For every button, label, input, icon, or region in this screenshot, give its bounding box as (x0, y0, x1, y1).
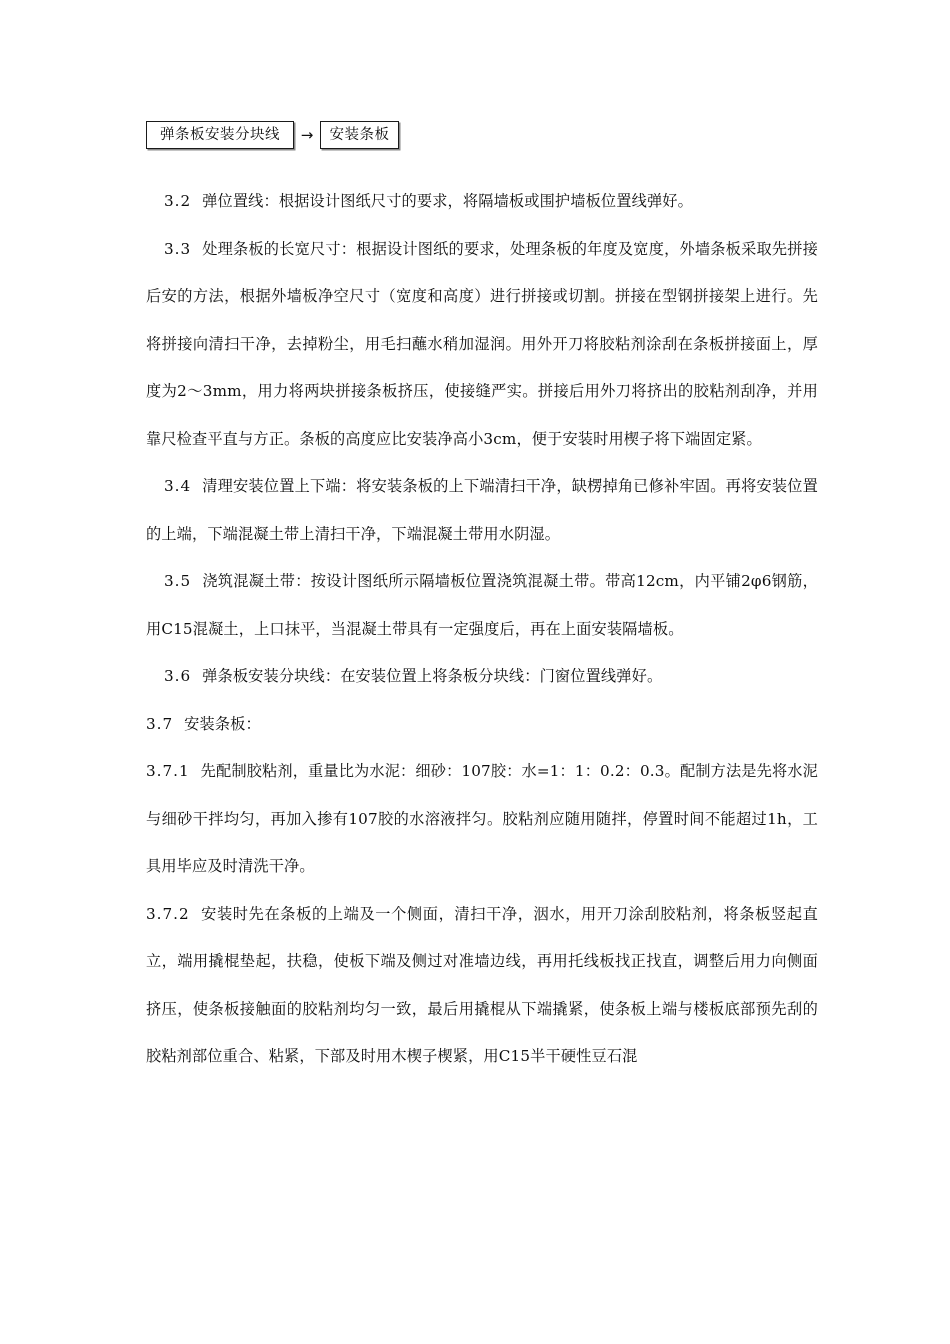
paragraph-text: 先配制胶粘剂，重量比为水泥：细砂：107胶：水=1：1：0.2：0.3。配制方法是先将水泥与细砂干拌均匀，再加入掺有107胶的水溶液拌匀。胶粘剂应随用随拌，停置时间不能超过1h，工具用毕应及时清洗干净。 (146, 762, 818, 875)
paragraph-text: 安装条板： (184, 714, 261, 733)
paragraph-text: 弹位置线：根据设计图纸尺寸的要求，将隔墙板或围护墙板位置线弹好。 (202, 192, 693, 210)
paragraph-number: 3.4 (164, 477, 192, 495)
paragraph-number: 3.7.2 (146, 904, 190, 923)
paragraph-3-7-2 (146, 891, 818, 1081)
arrow-right-icon: → (300, 125, 314, 144)
paragraph-3-6 (146, 653, 818, 701)
flow-diagram (146, 118, 818, 152)
paragraph-number: 3.6 (164, 667, 192, 685)
paragraph-3-2 (146, 178, 818, 226)
paragraph-3-7-1 (146, 748, 818, 891)
paragraph-text: 清理安装位置上下端：将安装条板的上下端清扫干净，缺楞掉角已修补牢固。再将安装位置的上端，下端混凝土带上清扫干净，下端混凝土带用水阴湿。 (146, 477, 818, 543)
paragraph-text: 浇筑混凝土带：按设计图纸所示隔墙板位置浇筑混凝土带。带高12cm，内平铺2φ6钢筋，用C15混凝土，上口抹平，当混凝土带具有一定强度后，再在上面安装隔墙板。 (146, 572, 818, 638)
paragraph-number: 3.3 (164, 239, 192, 258)
paragraph-text: 安装时先在条板的上端及一个侧面，清扫干净，洇水，用开刀涂刮胶粘剂，将条板竖起直立，端用撬棍垫起，扶稳，使板下端及侧过对准墙边线，再用托线板找正找直，调整后用力向侧面挤压，使条板接触面的胶粘剂均匀一致，最后用撬棍从下端撬紧，使条板上端与楼板底部预先刮的胶粘剂部位重合、粘紧，下部及时用木楔子楔紧，用C15半干硬性豆石混 (146, 904, 818, 1065)
paragraph-3-3 (146, 226, 818, 464)
paragraph-3-5 (146, 558, 818, 653)
document-content (146, 118, 818, 1081)
paragraph-text: 处理条板的长宽尺寸：根据设计图纸的要求，处理条板的年度及宽度，外墙条板采取先拼接后安的方法，根据外墙板净空尺寸（宽度和高度）进行拼接或切割。拼接在型钢拼接架上进行。先将拼接向清扫干净，去掉粉尘，用毛扫蘸水稍加湿润。用外开刀将胶粘剂涂刮在条板拼接面上，厚度为2～3mm，用力将两块拼接条板挤压，使接缝严实。拼接后用外刀将挤出的胶粘剂刮净，并用靠尺检查平直与方正。条板的高度应比安装净高小3cm，便于安装时用楔子将下端固定紧。 (146, 239, 818, 448)
paragraph-3-4 (146, 463, 818, 558)
paragraph-number: 3.2 (164, 192, 192, 210)
paragraph-number: 3.7 (146, 714, 174, 733)
paragraph-number: 3.7.1 (146, 762, 190, 780)
paragraph-3-7 (146, 701, 818, 749)
flow-box-install-panel: 安装条板 (320, 121, 399, 149)
paragraph-text: 弹条板安装分块线：在安装位置上将条板分块线：门窗位置线弹好。 (202, 667, 663, 685)
flow-box-elastic-line: 弹条板安装分块线 (146, 121, 294, 149)
paragraph-number: 3.5 (164, 572, 192, 590)
